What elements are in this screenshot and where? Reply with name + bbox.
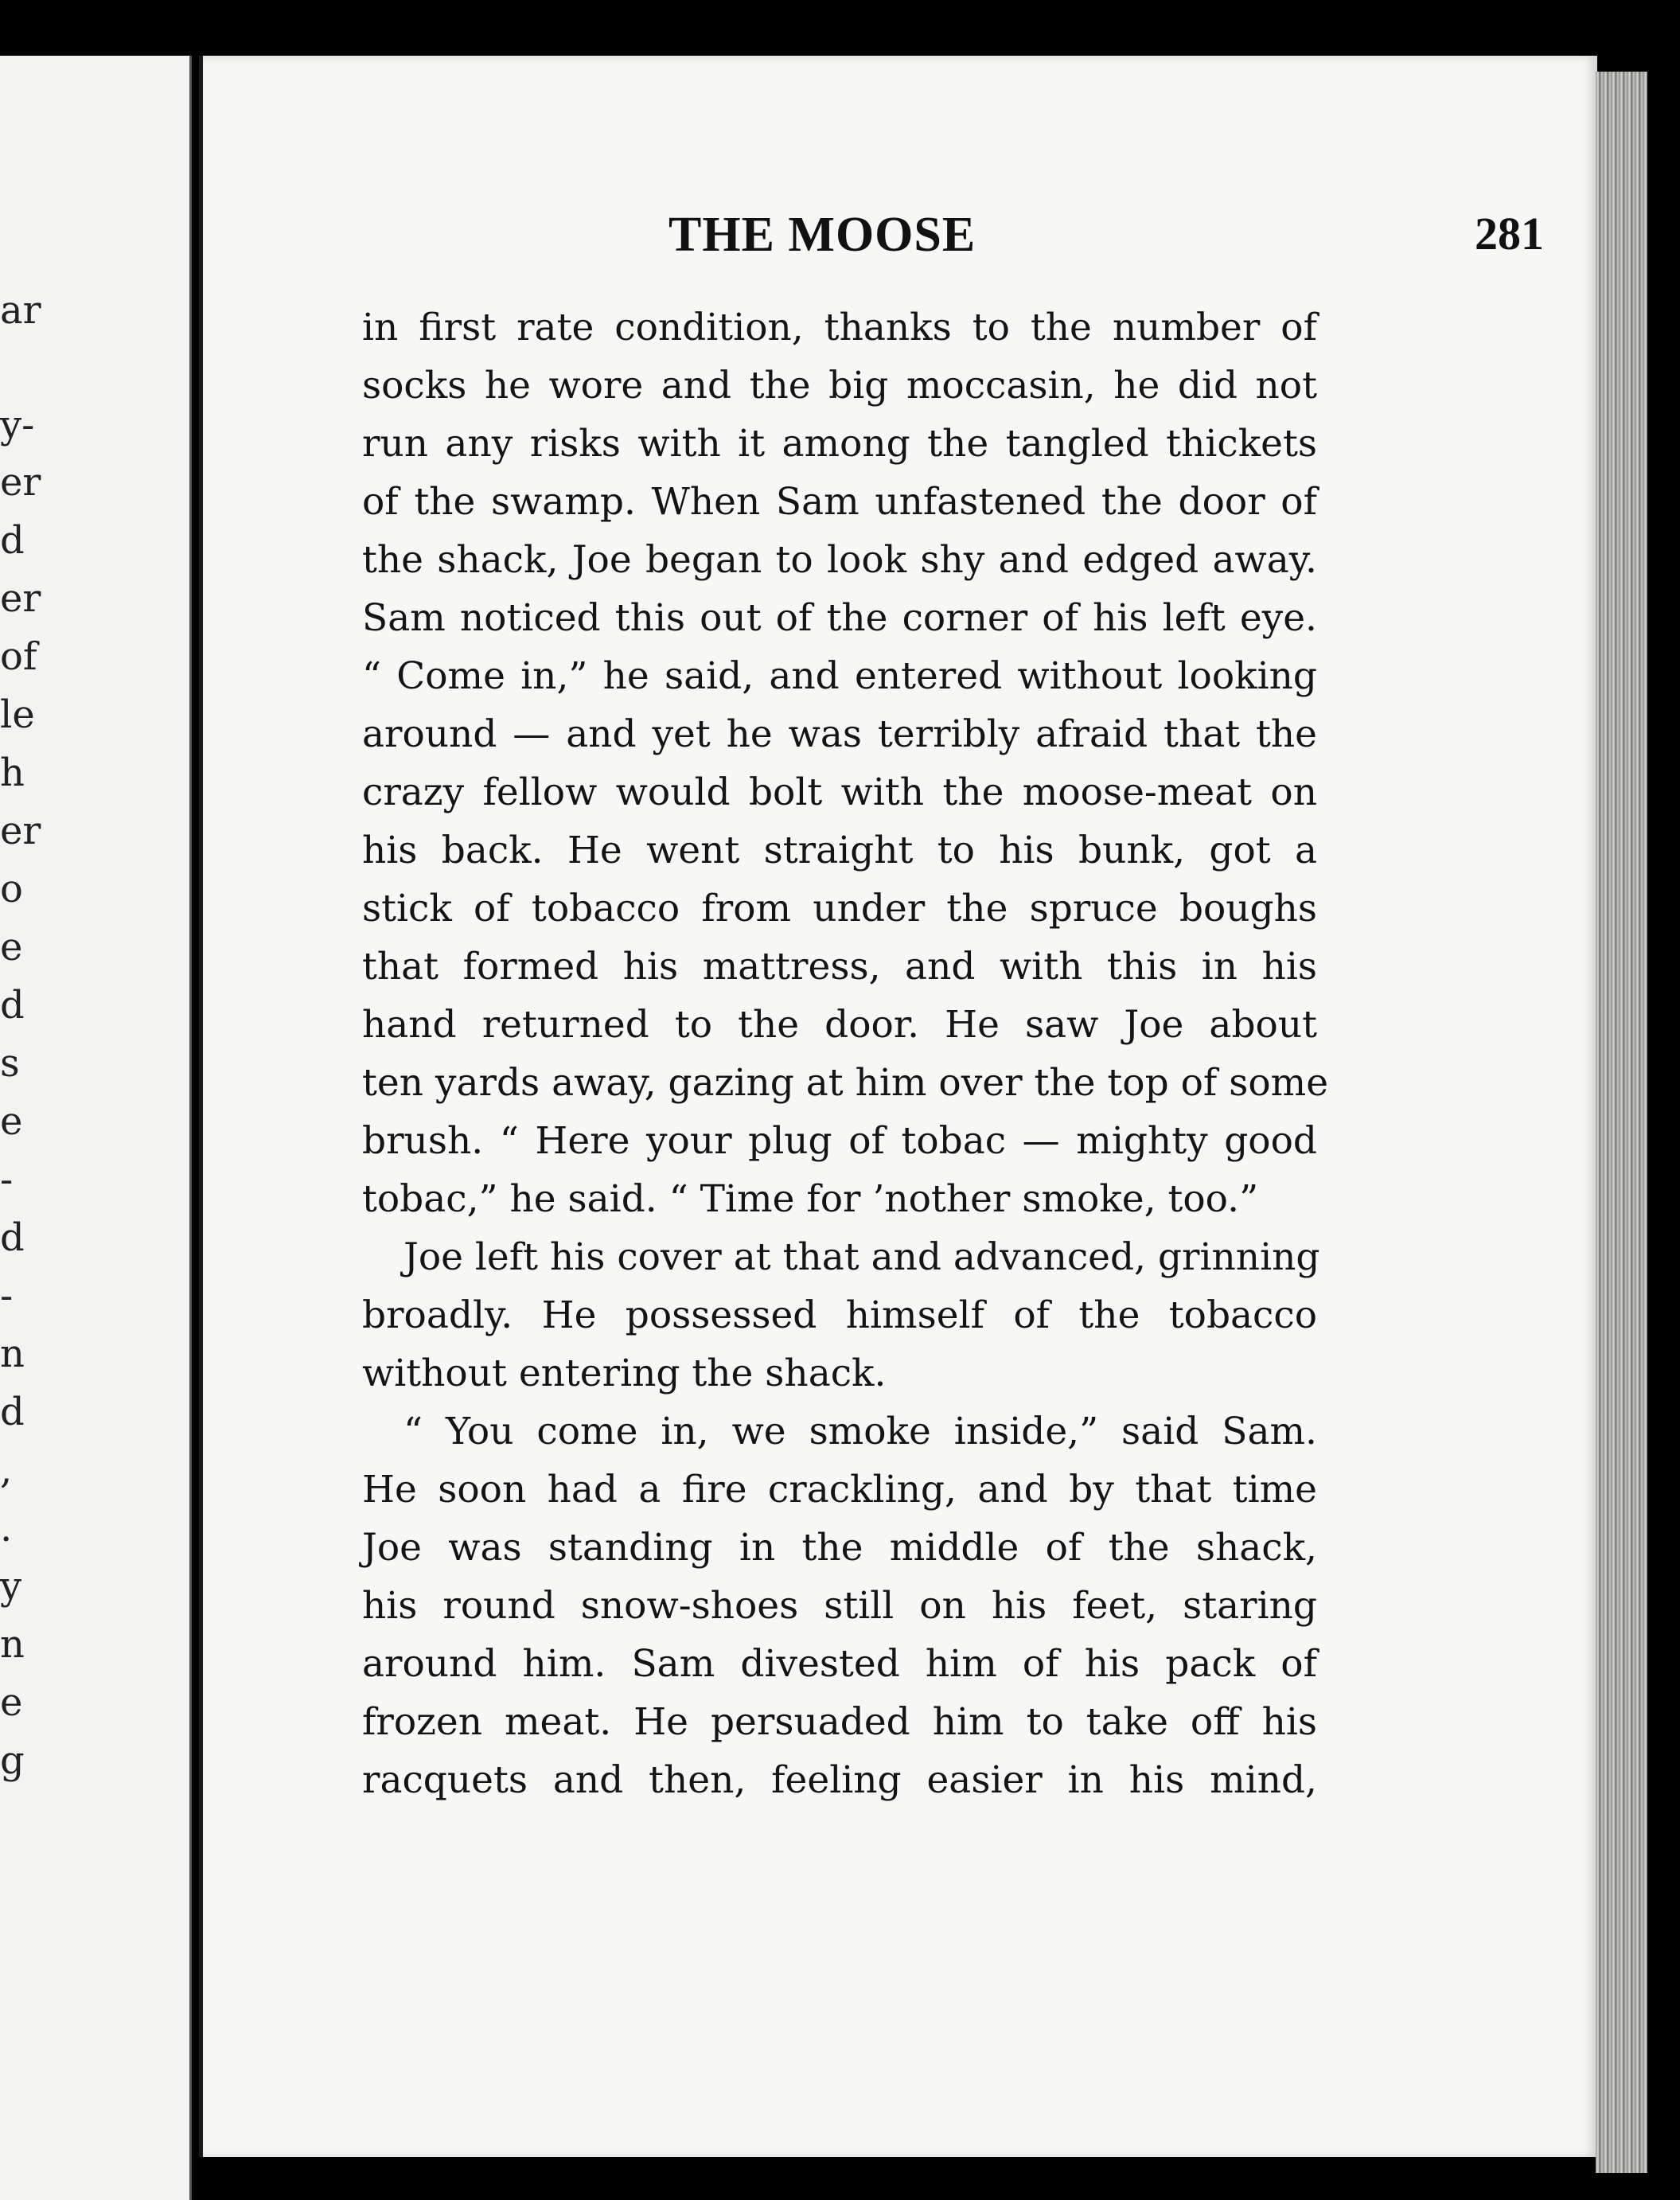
facing-page-fragment: ar — [0, 288, 41, 333]
text-line: He soon had a fire crackling, and by that time — [362, 1468, 1317, 1512]
facing-page-fragment: d — [0, 983, 25, 1028]
body-text — [362, 298, 1329, 1809]
facing-page-fragment: of — [0, 634, 37, 679]
page-edges — [1596, 72, 1647, 2173]
facing-page-fragment: g — [0, 1738, 25, 1783]
facing-page-fragment: h — [0, 751, 25, 795]
page-header — [668, 207, 1544, 271]
text-line: tobac,” he said. “ Time for ’nother smoke, too.” — [362, 1177, 1259, 1221]
facing-page-fragment: e — [0, 1680, 23, 1725]
facing-page-fragment: er — [0, 460, 41, 505]
text-line: brush. “ Here your plug of tobac — mighty good — [362, 1119, 1317, 1163]
text-line: run any risks with it among the tangled thickets — [362, 422, 1317, 466]
text-line: around — and yet he was terribly afraid that the — [362, 712, 1317, 756]
text-line: broadly. He possessed himself of the tobacco — [362, 1293, 1317, 1337]
text-line: Sam noticed this out of the corner of his left eye. — [362, 596, 1317, 640]
text-line: “ Come in,” he said, and entered without looking — [362, 654, 1317, 698]
facing-page-fragment: er — [0, 809, 41, 853]
text-line: racquets and then, feeling easier in his mind, — [362, 1758, 1317, 1802]
text-line: that formed his mattress, and with this in his — [362, 945, 1317, 989]
facing-page-fragment: e — [0, 925, 23, 969]
text-line: Joe left his cover at that and advanced, grinning — [403, 1235, 1320, 1279]
running-title: THE MOOSE — [668, 208, 976, 262]
facing-page-fragment: . — [0, 1506, 13, 1551]
text-line: his back. He went straight to his bunk, got a — [362, 829, 1317, 872]
text-line: around him. Sam divested him of his pack of — [362, 1642, 1317, 1686]
text-line: crazy fellow would bolt with the moose-meat on — [362, 770, 1317, 814]
facing-page-fragment: s — [0, 1041, 20, 1086]
facing-page-fragment: - — [0, 1157, 14, 1202]
facing-page-edge — [0, 56, 192, 2200]
facing-page-fragment: y — [0, 1564, 22, 1609]
text-line: socks he wore and the big moccasin, he did not — [362, 364, 1317, 408]
book-page — [199, 56, 1597, 2157]
facing-page-fragment: d — [0, 518, 25, 563]
text-line: his round snow-shoes still on his feet, staring — [362, 1584, 1317, 1628]
text-line: ten yards away, gazing at him over the top of some — [362, 1061, 1329, 1105]
page-number: 281 — [1475, 208, 1544, 259]
text-line: hand returned to the door. He saw Joe about — [362, 1003, 1317, 1047]
facing-page-fragment: - — [0, 1274, 14, 1318]
text-line: of the swamp. When Sam unfastened the door of — [362, 480, 1317, 524]
facing-page-fragment: e — [0, 1099, 23, 1144]
facing-page-fragment: n — [0, 1332, 25, 1376]
text-line: “ You come in, we smoke inside,” said Sam. — [403, 1410, 1317, 1453]
facing-page-fragment: , — [0, 1448, 13, 1492]
text-line: stick of tobacco from under the spruce boughs — [362, 887, 1317, 930]
text-line: in first rate condition, thanks to the number of — [362, 306, 1317, 349]
facing-page-fragment: d — [0, 1215, 25, 1260]
text-line: frozen meat. He persuaded him to take off his — [362, 1700, 1317, 1744]
text-line: without entering the shack. — [362, 1352, 887, 1395]
facing-page-fragment: o — [0, 867, 23, 911]
text-line: Joe was standing in the middle of the shack, — [362, 1526, 1317, 1570]
facing-page-fragment: y- — [0, 403, 35, 447]
facing-page-fragment: n — [0, 1622, 25, 1667]
facing-page-fragment: er — [0, 576, 41, 621]
facing-page-fragment: le — [0, 692, 35, 737]
text-line: the shack, Joe began to look shy and edged away. — [362, 538, 1317, 582]
facing-page-fragment: d — [0, 1390, 25, 1434]
